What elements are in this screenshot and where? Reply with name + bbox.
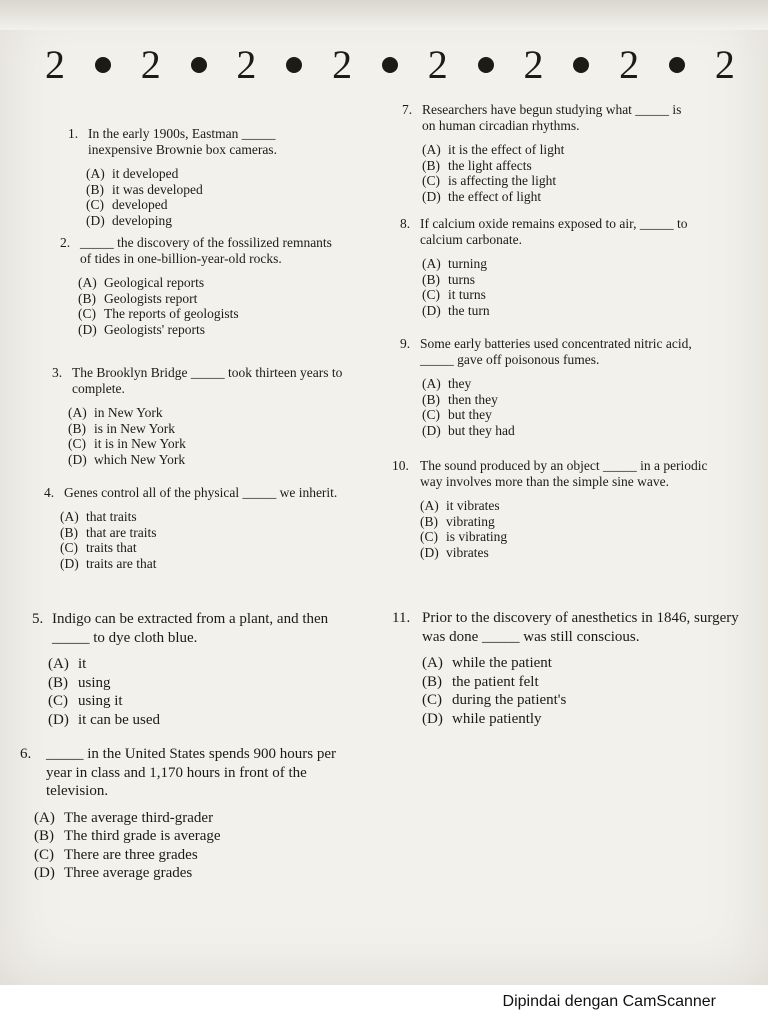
answer-option-a[interactable] <box>60 509 354 525</box>
option-text: Geologists' reports <box>104 321 206 337</box>
option-text: it can be used <box>78 711 161 728</box>
question-stem: Researchers have begun studying what _____ is on human circadian rhythms. <box>422 102 682 133</box>
answer-option-d[interactable] <box>60 556 354 572</box>
answer-option-d[interactable] <box>422 189 687 205</box>
option-text: is affecting the light <box>448 173 557 188</box>
answer-option-d[interactable] <box>420 545 732 561</box>
question-stem: If calcium oxide remains exposed to air, _____ to calcium carbonate. <box>420 216 688 247</box>
option-letter: (B) <box>422 157 440 173</box>
option-text: the patient felt <box>452 673 539 690</box>
section-number: 2 <box>523 42 544 87</box>
section-number: 2 <box>619 42 640 87</box>
option-text: in New York <box>94 405 163 420</box>
answer-option-a[interactable] <box>422 256 700 272</box>
bullet-dot <box>573 57 589 73</box>
answer-option-c[interactable] <box>48 692 362 711</box>
answer-option-b[interactable] <box>48 674 362 693</box>
answer-option-b[interactable] <box>422 392 725 408</box>
answer-option-c[interactable] <box>422 691 748 710</box>
answer-option-c[interactable] <box>422 407 725 423</box>
scanner-watermark: Dipindai dengan CamScanner <box>502 993 716 1010</box>
option-text: the effect of light <box>448 188 542 204</box>
answer-option-d[interactable] <box>34 864 360 883</box>
option-text: that traits <box>86 509 137 524</box>
answer-option-d[interactable] <box>422 423 725 439</box>
option-letter: (C) <box>422 692 442 708</box>
answer-options <box>32 655 362 729</box>
option-letter: (D) <box>78 321 97 337</box>
question-number: 10. <box>392 458 409 473</box>
question-stem: The sound produced by an object _____ in a periodic way involves more than the simple sine wave. <box>420 458 708 489</box>
answer-option-c[interactable] <box>86 197 333 213</box>
option-letter: (D) <box>422 302 441 318</box>
option-letter: (D) <box>48 711 69 728</box>
question-2 <box>60 235 345 337</box>
answer-option-c[interactable] <box>60 540 354 556</box>
option-text: but they had <box>448 422 515 438</box>
question-number: 2. <box>60 235 71 250</box>
option-letter: (C) <box>68 436 86 451</box>
option-letter: (B) <box>422 391 440 407</box>
section-number: 2 <box>140 42 161 87</box>
question-number: 8. <box>400 216 411 231</box>
option-letter: (C) <box>60 540 78 555</box>
question-number: 3. <box>52 365 63 380</box>
option-text: that are traits <box>86 524 157 540</box>
answer-options <box>392 654 748 728</box>
question-6 <box>20 745 360 883</box>
answer-option-b[interactable] <box>78 291 345 307</box>
option-letter: (D) <box>422 422 441 438</box>
question-1 <box>68 126 333 228</box>
answer-options <box>400 376 725 438</box>
option-letter: (B) <box>68 420 86 436</box>
option-text: while patiently <box>452 710 542 727</box>
question-stem: Genes control all of the physical _____ we inherit. <box>64 485 338 500</box>
option-text: it developed <box>112 166 179 181</box>
option-text: then they <box>448 391 498 407</box>
option-letter: (A) <box>422 256 441 271</box>
option-text: developed <box>112 197 168 212</box>
option-text: the light affects <box>448 157 532 173</box>
answer-options <box>20 809 360 883</box>
option-text: There are three grades <box>64 846 198 863</box>
option-text: it is the effect of light <box>448 142 565 157</box>
option-letter: (B) <box>422 673 442 690</box>
answer-option-d[interactable] <box>422 303 700 319</box>
question-stem: In the early 1900s, Eastman _____ inexpensive Brownie box cameras. <box>88 126 277 157</box>
section-number: 2 <box>236 42 257 87</box>
answer-option-d[interactable] <box>68 452 352 468</box>
option-letter: (C) <box>48 693 68 709</box>
option-text: turns <box>448 271 475 287</box>
question-number: 4. <box>44 485 55 500</box>
option-text: The third grade is average <box>64 828 221 844</box>
option-text: it is in New York <box>94 436 186 451</box>
answer-option-a[interactable] <box>78 275 345 291</box>
option-text: during the patient's <box>452 692 567 708</box>
answer-option-a[interactable] <box>422 654 748 673</box>
option-text: using it <box>78 693 123 709</box>
option-letter: (C) <box>34 846 54 863</box>
option-letter: (A) <box>68 405 87 420</box>
question-number: 1. <box>68 126 79 141</box>
question-10 <box>392 458 732 560</box>
option-letter: (A) <box>48 656 69 672</box>
option-letter: (B) <box>422 271 440 287</box>
option-letter: (A) <box>422 655 443 671</box>
question-stem: Some early batteries used concentrated nitric acid, _____ gave off poisonous fumes. <box>420 336 692 367</box>
answer-option-b[interactable] <box>60 525 354 541</box>
answer-options <box>52 405 352 467</box>
question-9 <box>400 336 725 438</box>
answer-option-c[interactable] <box>422 287 700 303</box>
section-number: 2 <box>714 42 735 87</box>
option-letter: (B) <box>420 513 438 529</box>
option-text: is in New York <box>94 420 176 436</box>
question-number: 11. <box>392 610 411 626</box>
question-5 <box>32 610 362 729</box>
question-number: 7. <box>402 102 413 117</box>
question-stem: _____ the discovery of the fossilized remnants of tides in one-billion-year-old rocks. <box>80 235 332 266</box>
option-text: using <box>78 674 111 691</box>
question-8 <box>400 216 700 318</box>
option-letter: (A) <box>422 376 441 391</box>
answer-option-d[interactable] <box>78 322 345 338</box>
answer-options <box>68 166 333 228</box>
section-number: 2 <box>45 42 65 87</box>
question-number: 9. <box>400 336 411 351</box>
option-letter: (C) <box>422 407 440 422</box>
option-letter: (A) <box>60 509 79 524</box>
option-letter: (D) <box>420 544 439 560</box>
option-letter: (B) <box>48 674 68 691</box>
answer-options <box>44 509 354 571</box>
section-number: 2 <box>332 42 353 87</box>
answer-option-a[interactable] <box>420 498 732 514</box>
option-text: they <box>448 376 472 391</box>
option-letter: (C) <box>422 173 440 188</box>
option-letter: (A) <box>86 166 105 181</box>
question-3 <box>52 365 352 467</box>
option-text: it was developed <box>112 181 203 197</box>
bullet-dot <box>95 57 111 73</box>
question-stem: _____ in the United States spends 900 hours per year in class and 1,170 hours in front of the television. <box>46 746 336 799</box>
question-stem: Indigo can be extracted from a plant, and then _____ to dye cloth blue. <box>52 611 329 646</box>
option-letter: (B) <box>78 290 96 306</box>
option-text: it turns <box>448 287 486 302</box>
answer-options <box>400 256 700 318</box>
answer-option-c[interactable] <box>422 173 687 189</box>
answer-option-a[interactable] <box>422 376 725 392</box>
answer-option-b[interactable] <box>420 514 732 530</box>
answer-option-b[interactable] <box>422 673 748 692</box>
option-letter: (B) <box>86 181 104 197</box>
option-text: traits are that <box>86 555 157 571</box>
answer-options <box>60 275 345 337</box>
option-letter: (A) <box>422 142 441 157</box>
option-letter: (B) <box>34 828 54 844</box>
section-number: 2 <box>427 42 448 87</box>
option-letter: (C) <box>420 529 438 544</box>
answer-option-c[interactable] <box>78 306 345 322</box>
answer-option-d[interactable] <box>422 710 748 729</box>
answer-option-c[interactable] <box>34 846 360 865</box>
answer-options <box>402 142 687 204</box>
option-text: The reports of geologists <box>104 306 239 321</box>
answer-option-b[interactable] <box>422 272 700 288</box>
answer-option-a[interactable] <box>34 809 360 828</box>
option-letter: (D) <box>422 710 443 727</box>
bullet-dot <box>669 57 685 73</box>
answer-option-c[interactable] <box>420 529 732 545</box>
option-letter: (D) <box>60 555 79 571</box>
scanner-footer <box>0 985 768 1024</box>
option-text: it <box>78 656 87 672</box>
option-letter: (D) <box>34 865 55 881</box>
option-text: while the patient <box>452 655 552 671</box>
bullet-dot <box>191 57 207 73</box>
bullet-dot <box>382 57 398 73</box>
option-text: turning <box>448 256 487 271</box>
option-text: Three average grades <box>64 865 193 881</box>
question-7 <box>402 102 687 204</box>
answer-option-d[interactable] <box>48 711 362 730</box>
option-text: developing <box>112 212 172 228</box>
option-text: Geologists report <box>104 290 198 306</box>
answer-option-a[interactable] <box>86 166 333 182</box>
option-text: which New York <box>94 451 186 467</box>
option-text: it vibrates <box>446 498 500 513</box>
answer-option-b[interactable] <box>68 421 352 437</box>
option-letter: (D) <box>86 212 105 228</box>
option-text: vibrates <box>446 544 489 560</box>
answer-option-b[interactable] <box>86 182 333 198</box>
answer-option-b[interactable] <box>34 827 360 846</box>
answer-option-b[interactable] <box>422 158 687 174</box>
option-letter: (A) <box>78 275 97 290</box>
option-text: the turn <box>448 302 490 318</box>
option-text: but they <box>448 407 492 422</box>
answer-option-a[interactable] <box>422 142 687 158</box>
option-letter: (D) <box>422 188 441 204</box>
option-text: Geological reports <box>104 275 205 290</box>
answer-option-a[interactable] <box>48 655 362 674</box>
option-text: traits that <box>86 540 137 555</box>
question-number: 6. <box>20 746 32 762</box>
answer-option-d[interactable] <box>86 213 333 229</box>
option-text: The average third-grader <box>64 809 214 826</box>
option-letter: (A) <box>34 809 55 826</box>
answer-options <box>392 498 732 560</box>
bullet-dot <box>286 57 302 73</box>
option-letter: (C) <box>86 197 104 212</box>
answer-option-a[interactable] <box>68 405 352 421</box>
question-stem: Prior to the discovery of anesthetics in 1846, surgery was done _____ was still conscious. <box>422 610 739 645</box>
option-letter: (C) <box>422 287 440 302</box>
question-stem: The Brooklyn Bridge _____ took thirteen years to complete. <box>72 365 343 396</box>
question-number: 5. <box>32 611 44 627</box>
option-letter: (B) <box>60 524 78 540</box>
option-letter: (C) <box>78 306 96 321</box>
bullet-dot <box>478 57 494 73</box>
option-text: is vibrating <box>446 529 508 544</box>
question-11 <box>392 609 748 728</box>
option-letter: (A) <box>420 498 439 513</box>
question-4 <box>44 485 354 571</box>
option-letter: (D) <box>68 451 87 467</box>
option-text: vibrating <box>446 513 495 529</box>
answer-option-c[interactable] <box>68 436 352 452</box>
section-header <box>45 30 735 100</box>
